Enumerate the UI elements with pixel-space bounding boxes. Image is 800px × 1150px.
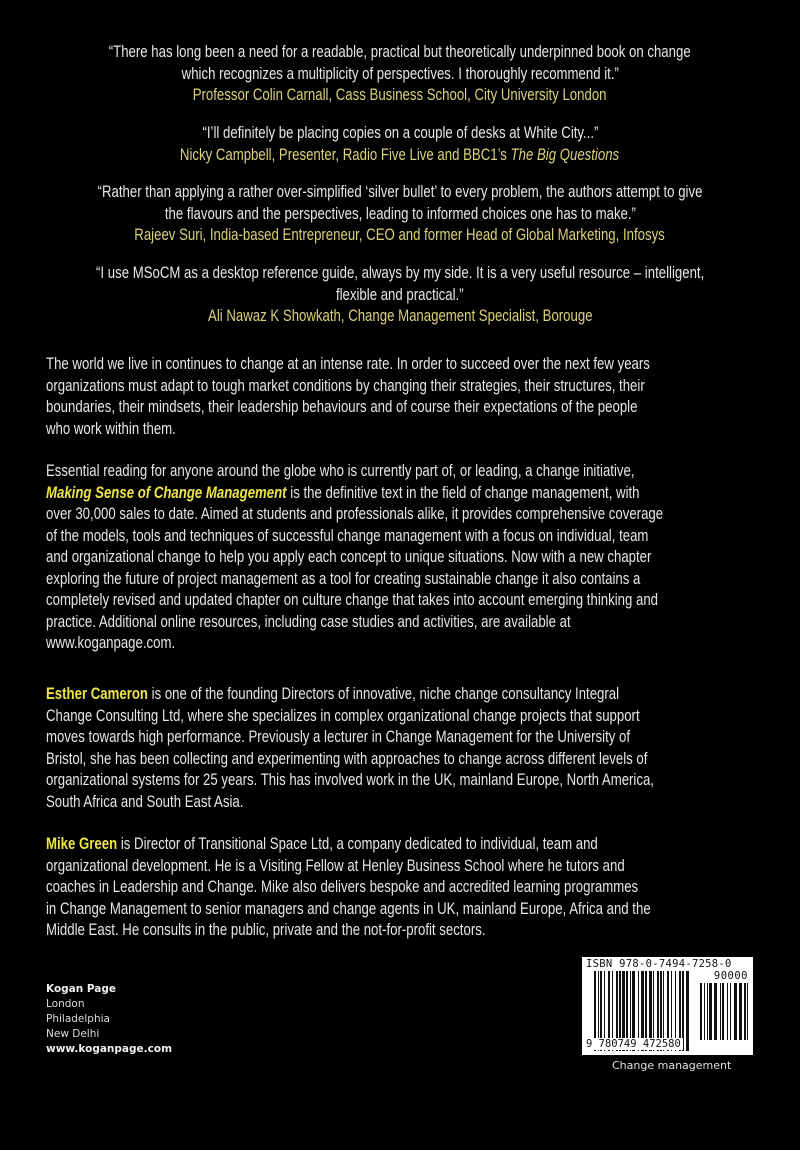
ean-number: 9 780749 472580 <box>586 1038 681 1050</box>
subject-category: Change management <box>612 1059 732 1072</box>
quote-text: flexible and practical.” <box>336 285 464 304</box>
barcode-bar <box>739 983 742 1040</box>
publisher-name: Kogan Page <box>46 983 117 995</box>
barcode-bar <box>704 983 705 1040</box>
quote-attribution: Professor Colin Carnall, Cass Business School, City University London <box>193 86 607 104</box>
barcode-bar <box>700 983 702 1040</box>
barcode-bar <box>744 983 746 1040</box>
barcode-bar <box>714 983 717 1040</box>
quote-text: “I’ll definitely be placing copies on a couple of desks at White City...” <box>202 124 598 142</box>
barcode-bar <box>709 983 712 1040</box>
barcode-bar <box>720 983 721 1040</box>
website-link[interactable]: www.koganpage.com. <box>46 634 176 652</box>
description-paragraph: Essential reading for anyone around the globe who is currently part of, or leading, a change initiative, Making Sense of Change Management is the definitive text in the field of change management, with over 30,000 sales to date. Aimed at students and professionals alike, it provides comprehensive coverage of the models, tools and techniques of successful change management with a focus on individual, team and organizational change to help you apply each concept to unique situations. Now with a new chapter exploring the future of project management as a tool for creating sustainable change it also contains a completely revised and updated chapter on culture change that takes into account emerging thinking and practice. Additional online resources, including case studies and activities, are available at www.koganpage.com. <box>0 461 800 655</box>
quote-attribution: Nicky Campbell, Presenter, Radio Five Live and BBC1’s The Big Questions <box>180 145 620 164</box>
barcode-bar <box>722 983 724 1040</box>
quote-text: “There has long been a need for a readable, practical but theoretically underpinned book on change <box>109 43 691 61</box>
barcode-bar <box>707 983 708 1040</box>
quote-text: “I use MSoCM as a desktop reference guide, always by my side. It is a very useful resource – intelligent, <box>95 264 705 282</box>
isbn-barcode <box>582 957 753 1055</box>
barcode-bar <box>747 983 748 1040</box>
programme-title: The Big Questions <box>511 145 620 164</box>
publisher-city: London <box>46 998 85 1010</box>
barcode-bar <box>727 983 728 1040</box>
publisher-website[interactable]: www.koganpage.com <box>46 1043 173 1055</box>
quote-text: “Rather than applying a rather over-simplified ‘silver bullet’ to every problem, the authors attempt to give <box>97 183 703 201</box>
barcode-bar <box>686 971 689 1051</box>
quote-2 <box>0 123 800 166</box>
publisher-city: New Delhi <box>46 1028 100 1040</box>
barcode-bar <box>730 983 731 1040</box>
publisher-block <box>46 982 172 1057</box>
quote-attribution: Ali Nawaz K Showkath, Change Management Specialist, Borouge <box>207 307 593 325</box>
isbn-label: ISBN 978-0-7494-7258-0 <box>586 958 732 970</box>
quote-4 <box>0 263 800 328</box>
book-title: Making Sense of Change Management <box>46 483 287 502</box>
barcode-addon-bars <box>700 983 750 1040</box>
publisher-city: Philadelphia <box>46 1013 110 1025</box>
author-bio-mike-green: Mike Green is Director of Transitional Space Ltd, a company dedicated to individual, team and organizational development. He is a Visiting Fellow at Henley Business School where he tutors and coaches in Leadership and Change. Mike also delivers bespoke and accredited learning programmes in Change Management to senior managers and change agents in UK, mainland Europe, Africa and the Middle East. He consults in the public, private and the not-for-profit sectors. <box>46 835 651 939</box>
quote-attribution: Rajeev Suri, India-based Entrepreneur, CEO and former Head of Global Marketing, Infosys <box>134 226 666 244</box>
barcode-bar <box>734 983 737 1040</box>
quote-text: the flavours and the perspectives, leading to informed choices one has to make.” <box>164 204 636 223</box>
barcode-addon-number: 90000 <box>713 970 748 982</box>
intro-paragraph: The world we live in continues to change at an intense rate. In order to succeed over the next few years organizations must adapt to tough market conditions by changing their strategies, their structures, their boundaries, their mindsets, their leadership behaviours and of course their expectations of the people who work within them. <box>46 355 650 438</box>
author-bio-esther-cameron: Esther Cameron is one of the founding Directors of innovative, niche change consultancy Integral Change Consulting Ltd, where she specializes in complex organizational change projects that support moves towards high performance. Previously a lecturer in Change Management for the University of Bristol, she has been collecting and experimenting with approaches to change across different levels of organizational systems for 25 years. This has involved work in the UK, mainland Europe, North America, South Africa and South East Asia. <box>46 685 654 811</box>
author-name: Mike Green <box>46 835 118 853</box>
quote-1 <box>0 42 800 107</box>
quote-text: which recognizes a multiplicity of perspectives. I thoroughly recommend it.” <box>181 64 619 83</box>
quote-3 <box>0 182 800 247</box>
author-name: Esther Cameron <box>46 685 148 703</box>
